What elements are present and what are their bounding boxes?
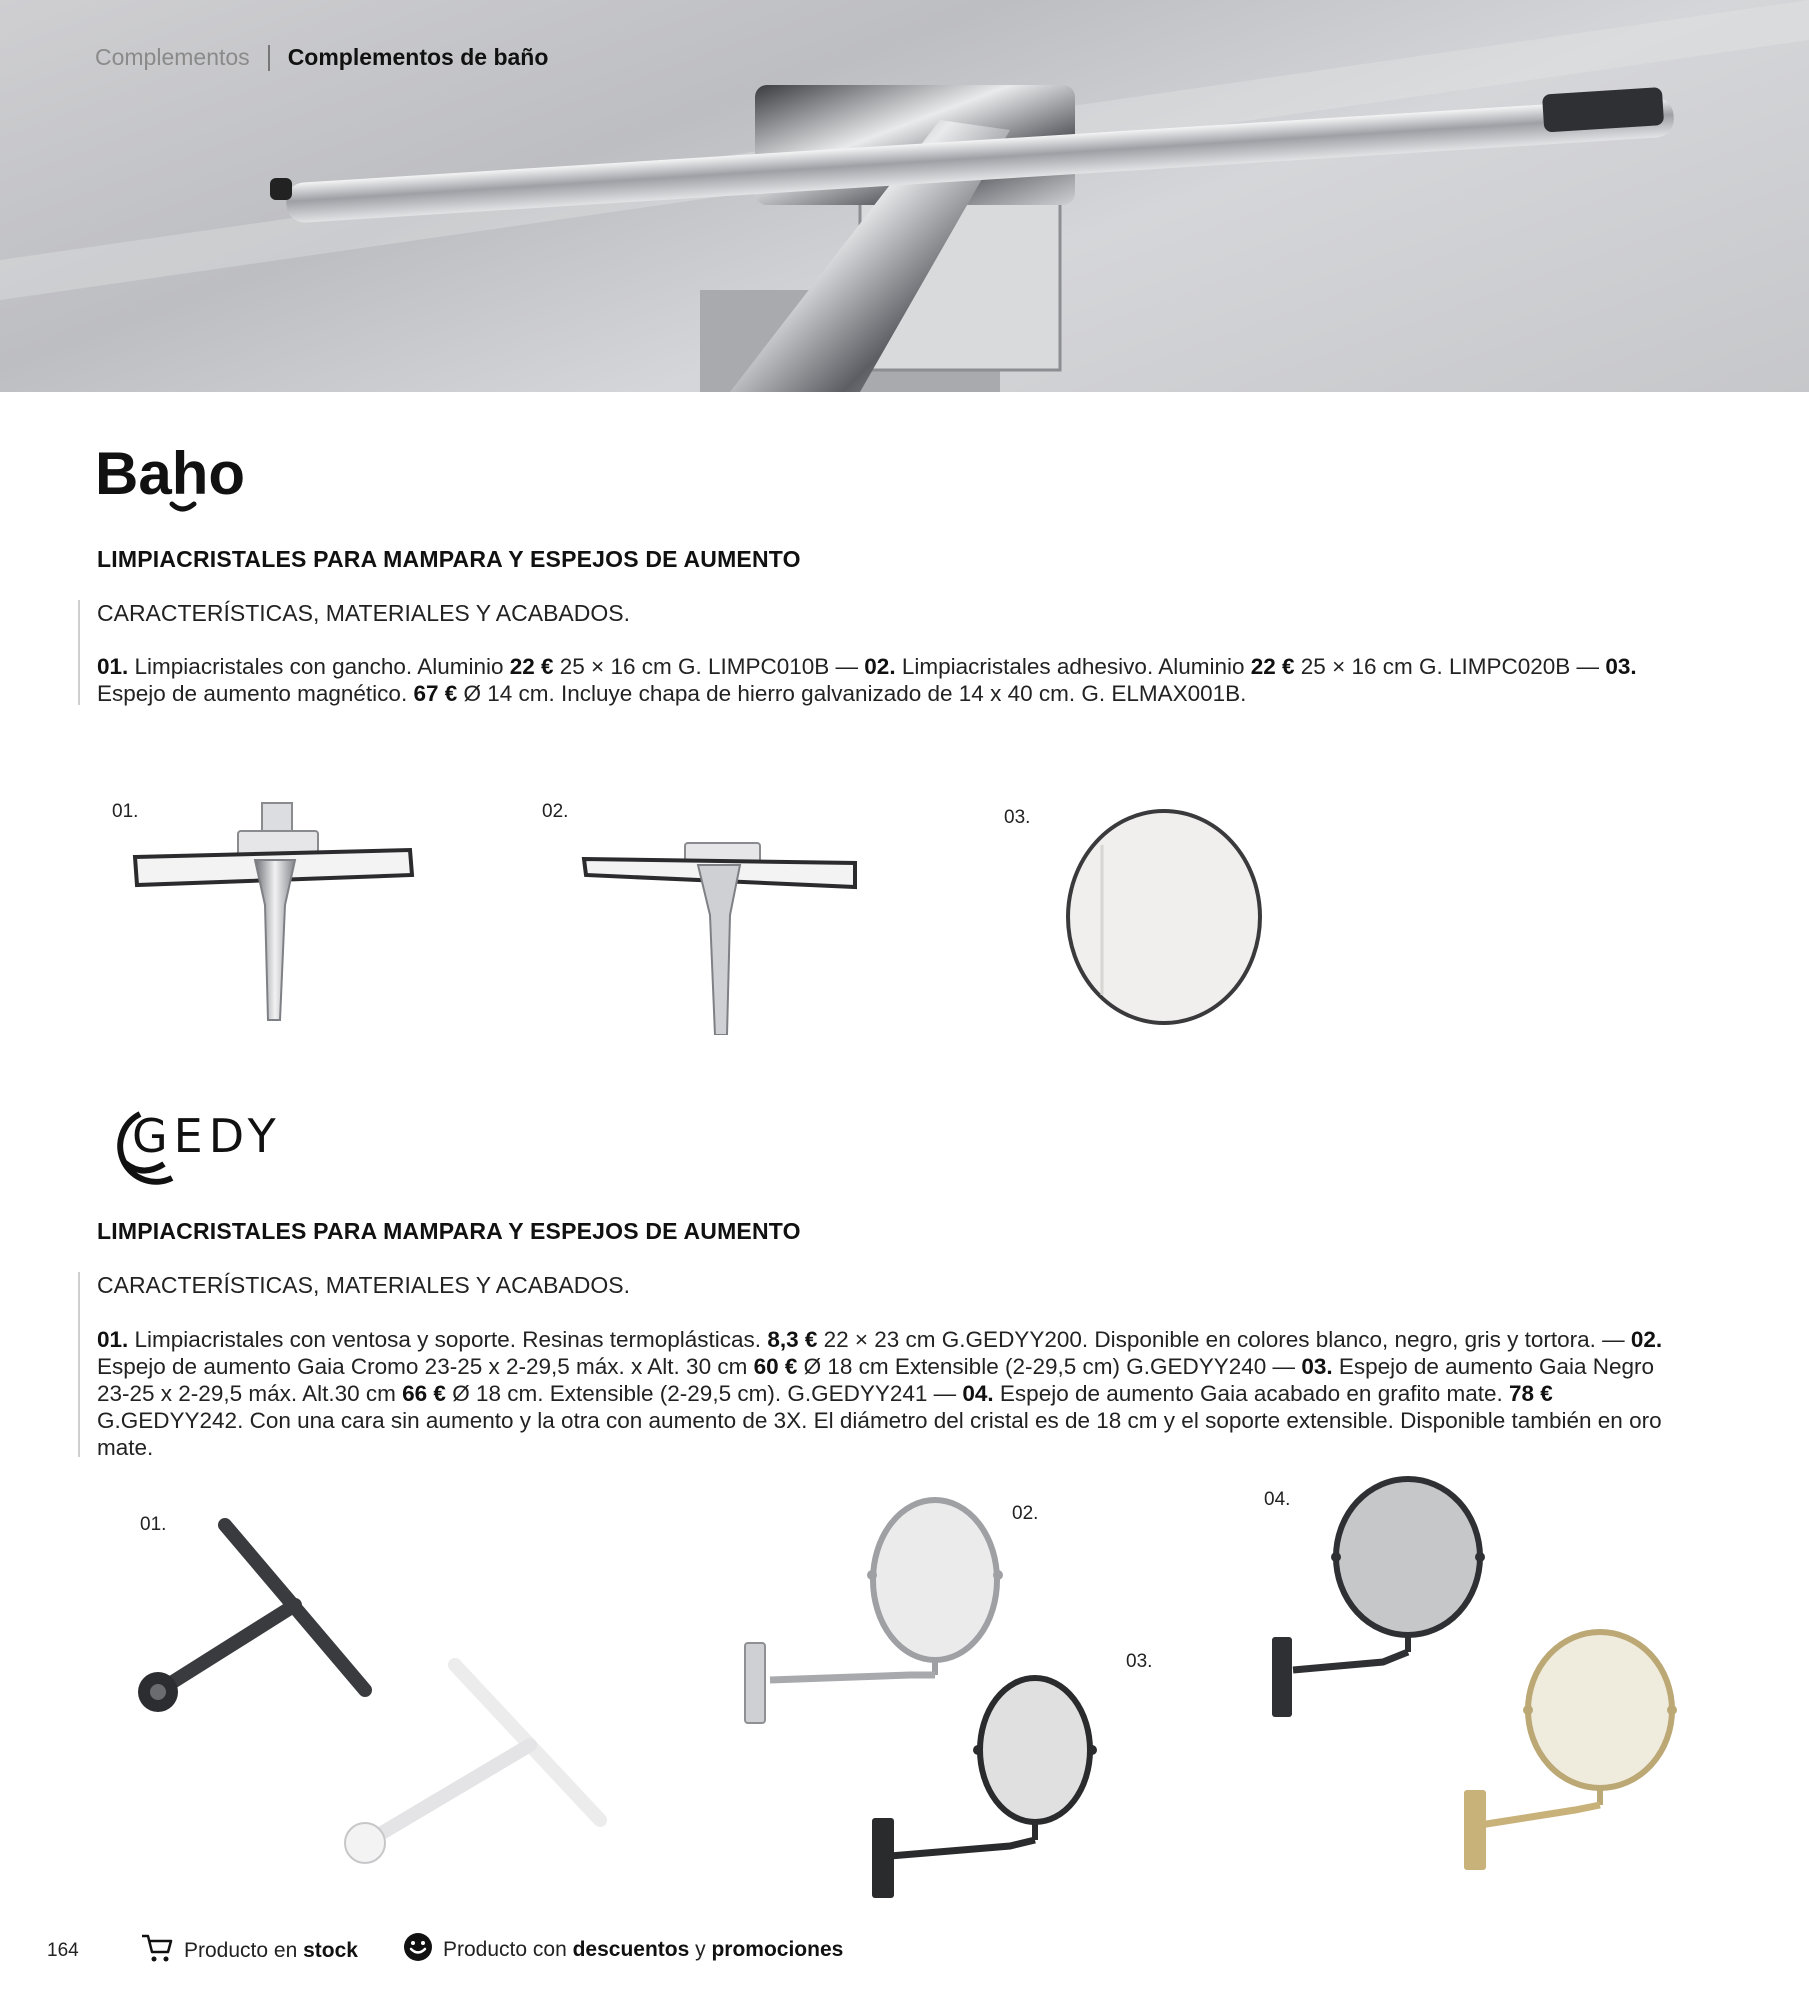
baho-product-label-03: 03.	[1004, 807, 1031, 828]
baho-squeegee-adhesive-image	[580, 835, 860, 1040]
baho-desc-bold-2: 02.	[864, 654, 896, 679]
gedy-desc-bold-2: 02.	[1630, 1327, 1663, 1352]
baho-product-label-02: 02.	[542, 801, 569, 822]
smiley-icon	[403, 1932, 433, 1968]
baho-logo-text: Baho	[95, 444, 245, 507]
gedy-desc-text-1: 22 × 23 cm G.GEDYY200. Disponible en colores blanco, negro, gris y tortora. —	[817, 1327, 1631, 1352]
breadcrumb-section[interactable]: Complementos	[95, 44, 250, 70]
hero-image	[0, 0, 1809, 392]
gedy-desc-bold-1: 8,3 €	[767, 1327, 818, 1352]
baho-section-title: LIMPIACRISTALES PARA MAMPARA Y ESPEJOS DE AUMENTO	[97, 546, 801, 572]
stock-legend-text: Producto en stock	[184, 1939, 358, 1962]
gedy-section-subtitle: CARACTERÍSTICAS, MATERIALES Y ACABADOS.	[97, 1272, 630, 1298]
gedy-section-title: LIMPIACRISTALES PARA MAMPARA Y ESPEJOS DE AUMENTO	[97, 1218, 801, 1244]
gedy-product-label-01: 01.	[140, 1514, 167, 1535]
gedy-product-label-03: 03.	[1126, 1651, 1153, 1672]
gedy-logo	[112, 1108, 302, 1193]
baho-section-description	[97, 653, 1667, 707]
gedy-mirror-black-image	[870, 1670, 1140, 1905]
baho-desc-bold-1: 22 €	[509, 654, 554, 679]
baho-desc-text-3: 25 × 16 cm G. LIMPC020B —	[1294, 654, 1606, 679]
baho-logo-mark	[95, 444, 245, 524]
promo-legend	[403, 1932, 843, 1968]
baho-product-label-01: 01.	[112, 801, 139, 822]
baho-desc-text-5: Ø 14 cm. Incluye chapa de hierro galvanizado de 14 x 40 cm. G. ELMAX001B.	[457, 681, 1247, 706]
gedy-desc-bold-3: 60 €	[753, 1354, 798, 1379]
gedy-desc-bold-5: 66 €	[402, 1381, 446, 1406]
gedy-suction-squeegees-image	[120, 1510, 620, 1885]
gedy-desc-text-7: G.GEDYY242. Con una cara sin aumento y la otra con aumento de 3X. El diámetro del cristal es de 18 cm y el soporte extensible. Disponible también en oro mate.	[97, 1408, 1662, 1460]
gedy-logo-mark	[112, 1108, 302, 1188]
gedy-product-label-04: 04.	[1264, 1489, 1291, 1510]
baho-desc-bold-4: 03.	[1605, 654, 1637, 679]
baho-desc-bold-5: 67 €	[413, 681, 458, 706]
baho-desc-text-4: Espejo de aumento magnético.	[97, 681, 414, 706]
baho-desc-text-2: Limpiacristales adhesivo. Aluminio	[895, 654, 1251, 679]
gedy-desc-text-0: Limpiacristales con ventosa y soporte. Resinas termoplásticas.	[128, 1327, 768, 1352]
baho-section-rule	[78, 600, 80, 705]
gedy-product-label-02: 02.	[1012, 1503, 1039, 1524]
gedy-mirror-graphite-image	[1268, 1472, 1488, 1737]
breadcrumb	[95, 44, 548, 71]
gedy-section-rule	[78, 1272, 80, 1457]
baho-squeegee-hook-image	[130, 795, 420, 1030]
gedy-section-description	[97, 1326, 1667, 1461]
gedy-logo-text: GEDY	[132, 1109, 282, 1163]
baho-desc-text-0: Limpiacristales con gancho. Aluminio	[128, 654, 510, 679]
baho-magnetic-mirror-image	[1062, 805, 1267, 1035]
gedy-desc-text-4: Espejo de aumento Gaia Negro 23-25 x 2-29,5 máx. Alt.30 cm	[97, 1354, 1655, 1406]
gedy-desc-bold-4: 03.	[1301, 1354, 1333, 1379]
baho-logo	[95, 444, 245, 529]
cart-icon	[140, 1932, 174, 1970]
gedy-desc-bold-7: 78 €	[1509, 1381, 1553, 1406]
gedy-desc-bold-6: 04.	[962, 1381, 994, 1406]
gedy-desc-text-6: Espejo de aumento Gaia acabado en grafito mate.	[993, 1381, 1510, 1406]
baho-section-subtitle: CARACTERÍSTICAS, MATERIALES Y ACABADOS.	[97, 600, 630, 626]
gedy-mirror-gold-image	[1460, 1625, 1680, 1890]
page-number: 164	[47, 1940, 79, 1961]
gedy-desc-text-2: Espejo de aumento Gaia Cromo 23-25 x 2-29,5 máx. x Alt. 30 cm	[97, 1354, 754, 1379]
promo-legend-text: Producto con descuentos y promociones	[443, 1938, 844, 1961]
gedy-desc-text-5: Ø 18 cm. Extensible (2-29,5 cm). G.GEDYY241 —	[445, 1381, 963, 1406]
baho-desc-bold-0: 01.	[97, 654, 129, 679]
page-footer	[0, 1920, 1809, 1980]
breadcrumb-current: Complementos de baño	[287, 44, 549, 70]
baho-desc-bold-3: 22 €	[1250, 654, 1295, 679]
baho-desc-text-1: 25 × 16 cm G. LIMPC010B —	[553, 654, 865, 679]
stock-legend	[140, 1932, 358, 1970]
gedy-desc-bold-0: 01.	[97, 1327, 129, 1352]
breadcrumb-divider	[268, 45, 270, 71]
gedy-desc-text-3: Ø 18 cm Extensible (2-29,5 cm) G.GEDYY240 —	[797, 1354, 1302, 1379]
